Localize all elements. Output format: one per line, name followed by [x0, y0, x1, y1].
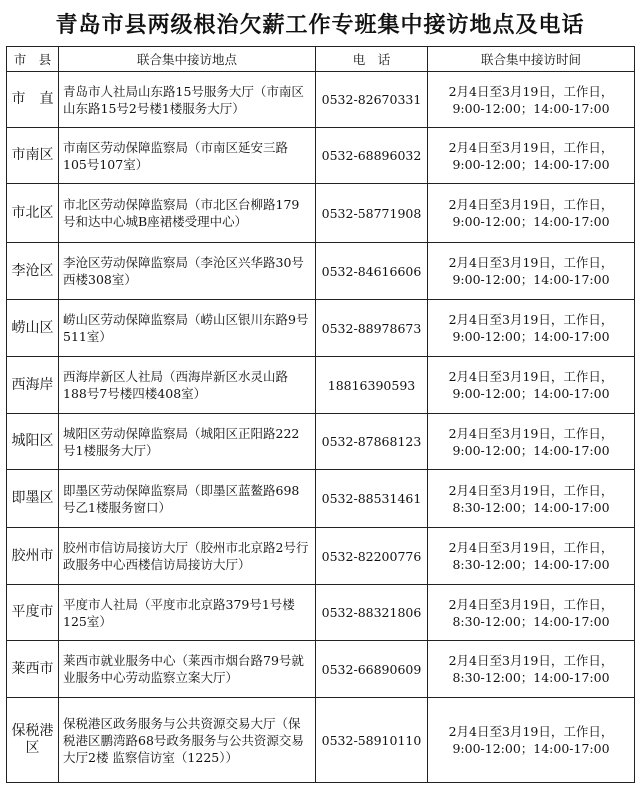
phone-number: 0532-88978673	[321, 320, 422, 336]
address-text: 保税港区政务服务与公共资源交易大厅（保税港区鹏湾路68号政务服务与公共资源交易大厅2楼 监察信访室（1225））	[63, 715, 304, 765]
date-range: 2月4日至3月19日，工作日，	[448, 197, 614, 212]
city-cell	[7, 414, 59, 470]
table-row	[7, 585, 635, 641]
phone-cell	[316, 300, 428, 357]
header-address: 联合集中接访地点	[59, 47, 316, 72]
office-hours: 9:00-12:00；14:00-17:00	[452, 156, 610, 172]
date-range: 2月4日至3月19日，工作日，	[448, 724, 614, 739]
city-cell	[7, 72, 59, 128]
table-row	[7, 698, 635, 783]
table-row	[7, 528, 635, 585]
city-name: 崂山区	[11, 319, 54, 336]
phone-cell	[316, 470, 428, 528]
city-cell	[7, 300, 59, 357]
address-text: 崂山区劳动保障监察局（崂山区银川东路9号511室）	[63, 312, 309, 344]
header-time: 联合集中接访时间	[428, 47, 635, 72]
office-hours: 8:30-12:00；14:00-17:00	[452, 499, 610, 515]
address-cell	[59, 585, 316, 641]
city-name: 保税港区	[11, 723, 54, 756]
phone-number: 0532-88531461	[321, 491, 422, 506]
table-row	[7, 184, 635, 243]
time-cell	[428, 585, 635, 641]
office-hours: 9:00-12:00；14:00-17:00	[452, 386, 610, 401]
table-row	[7, 300, 635, 357]
office-hours: 9:00-12:00；14:00-17:00	[452, 100, 610, 116]
city-name: 李沧区	[11, 262, 54, 279]
time-cell	[428, 641, 635, 698]
date-range: 2月4日至3月19日，工作日，	[448, 83, 614, 99]
phone-number: 0532-82670331	[321, 92, 422, 107]
date-range: 2月4日至3月19日，工作日，	[448, 425, 614, 441]
address-cell	[59, 414, 316, 470]
phone-number: 0532-84616606	[321, 263, 422, 279]
address-cell	[59, 300, 316, 357]
date-range: 2月4日至3月19日，工作日，	[448, 540, 614, 555]
table-row	[7, 641, 635, 698]
city-cell	[7, 698, 59, 783]
address-text: 胶州市信访局接访大厅（胶州市北京路2号行政服务中心西楼信访局接访大厅）	[63, 540, 309, 572]
address-text: 市南区劳动保障监察局（市南区延安三路105号107室）	[63, 139, 289, 172]
time-cell	[428, 184, 635, 243]
address-text: 平度市人社局（平度市北京路379号1号楼125室）	[63, 596, 295, 629]
page-title: 青岛市县两级根治欠薪工作专班集中接访地点及电话	[55, 12, 585, 38]
address-cell	[59, 470, 316, 528]
phone-cell	[316, 585, 428, 641]
city-cell	[7, 357, 59, 414]
time-cell	[428, 357, 635, 414]
phone-number: 18816390593	[327, 377, 416, 393]
address-cell	[59, 128, 316, 184]
city-name: 即墨区	[11, 490, 54, 506]
table-row	[7, 128, 635, 184]
table-row	[7, 470, 635, 528]
date-range: 2月4日至3月19日，工作日，	[448, 255, 614, 270]
address-cell	[59, 184, 316, 243]
contact-table	[6, 46, 635, 783]
city-name: 市北区	[11, 204, 54, 221]
table-row	[7, 357, 635, 414]
header-city: 市 县	[7, 47, 59, 72]
phone-number: 0532-68896032	[321, 148, 422, 163]
office-hours: 9:00-12:00；14:00-17:00	[452, 741, 610, 756]
address-cell	[59, 641, 316, 698]
time-cell	[428, 698, 635, 783]
header-phone: 电 话	[316, 47, 428, 72]
office-hours: 9:00-12:00；14:00-17:00	[452, 329, 610, 344]
office-hours: 8:30-12:00；14:00-17:00	[452, 557, 610, 572]
phone-cell	[316, 414, 428, 470]
city-cell	[7, 470, 59, 528]
phone-number: 0532-66890609	[321, 661, 422, 677]
table-row	[7, 243, 635, 300]
time-cell	[428, 470, 635, 528]
city-name: 城阳区	[11, 433, 54, 449]
office-hours: 9:00-12:00；14:00-17:00	[452, 214, 610, 229]
time-cell	[428, 414, 635, 470]
date-range: 2月4日至3月19日，工作日，	[448, 653, 614, 668]
date-range: 2月4日至3月19日，工作日，	[448, 369, 614, 384]
table-row	[7, 414, 635, 470]
phone-number: 0532-87868123	[321, 434, 422, 449]
date-range: 2月4日至3月19日，工作日，	[448, 596, 614, 612]
address-cell	[59, 698, 316, 783]
date-range: 2月4日至3月19日，工作日，	[448, 139, 614, 155]
city-cell	[7, 528, 59, 585]
phone-cell	[316, 357, 428, 414]
address-cell	[59, 243, 316, 300]
city-name: 胶州市	[11, 547, 54, 564]
address-text: 青岛市人社局山东路15号服务大厅（市南区山东路15号2号楼1楼服务大厅）	[63, 83, 304, 116]
time-cell	[428, 528, 635, 585]
phone-cell	[316, 528, 428, 585]
address-cell	[59, 357, 316, 414]
office-hours: 8:30-12:00；14:00-17:00	[452, 670, 610, 685]
city-name: 莱西市	[11, 660, 54, 677]
office-hours: 8:30-12:00；14:00-17:00	[452, 613, 610, 629]
phone-cell	[316, 698, 428, 783]
phone-number: 0532-88321806	[321, 605, 422, 620]
table-body	[7, 72, 635, 783]
city-name: 市 直	[11, 91, 54, 107]
address-text: 市北区劳动保障监察局（市北区台柳路179号和达中心城B座裙楼受理中心）	[63, 197, 300, 229]
address-text: 即墨区劳动保障监察局（即墨区蓝鳌路698号乙1楼服务窗口）	[63, 482, 300, 515]
city-name: 平度市	[11, 604, 54, 620]
city-cell	[7, 641, 59, 698]
phone-cell	[316, 72, 428, 128]
date-range: 2月4日至3月19日，工作日，	[448, 482, 614, 498]
office-hours: 9:00-12:00；14:00-17:00	[452, 442, 610, 458]
city-cell	[7, 585, 59, 641]
phone-number: 0532-82200776	[321, 548, 422, 564]
address-cell	[59, 72, 316, 128]
phone-number: 0532-58910110	[321, 732, 422, 748]
address-text: 西海岸新区人社局（西海岸新区水灵山路188号7号楼四楼408室）	[63, 369, 289, 401]
time-cell	[428, 72, 635, 128]
time-cell	[428, 128, 635, 184]
phone-cell	[316, 184, 428, 243]
date-range: 2月4日至3月19日，工作日，	[448, 312, 614, 327]
time-cell	[428, 300, 635, 357]
city-cell	[7, 184, 59, 243]
address-text: 莱西市就业服务中心（莱西市烟台路79号就业服务中心劳动监察立案大厅）	[63, 653, 304, 685]
office-hours: 9:00-12:00；14:00-17:00	[452, 272, 610, 287]
time-cell	[428, 243, 635, 300]
city-name: 市南区	[11, 147, 54, 163]
phone-cell	[316, 243, 428, 300]
city-name: 西海岸	[11, 376, 54, 393]
table-row	[7, 72, 635, 128]
city-cell	[7, 128, 59, 184]
header-row	[7, 47, 635, 72]
city-cell	[7, 243, 59, 300]
phone-cell	[316, 128, 428, 184]
address-cell	[59, 528, 316, 585]
phone-number: 0532-58771908	[321, 205, 422, 221]
address-text: 城阳区劳动保障监察局（城阳区正阳路222号1楼服务大厅）	[63, 425, 300, 458]
phone-cell	[316, 641, 428, 698]
address-text: 李沧区劳动保障监察局（李沧区兴华路30号西楼308室）	[63, 255, 304, 287]
